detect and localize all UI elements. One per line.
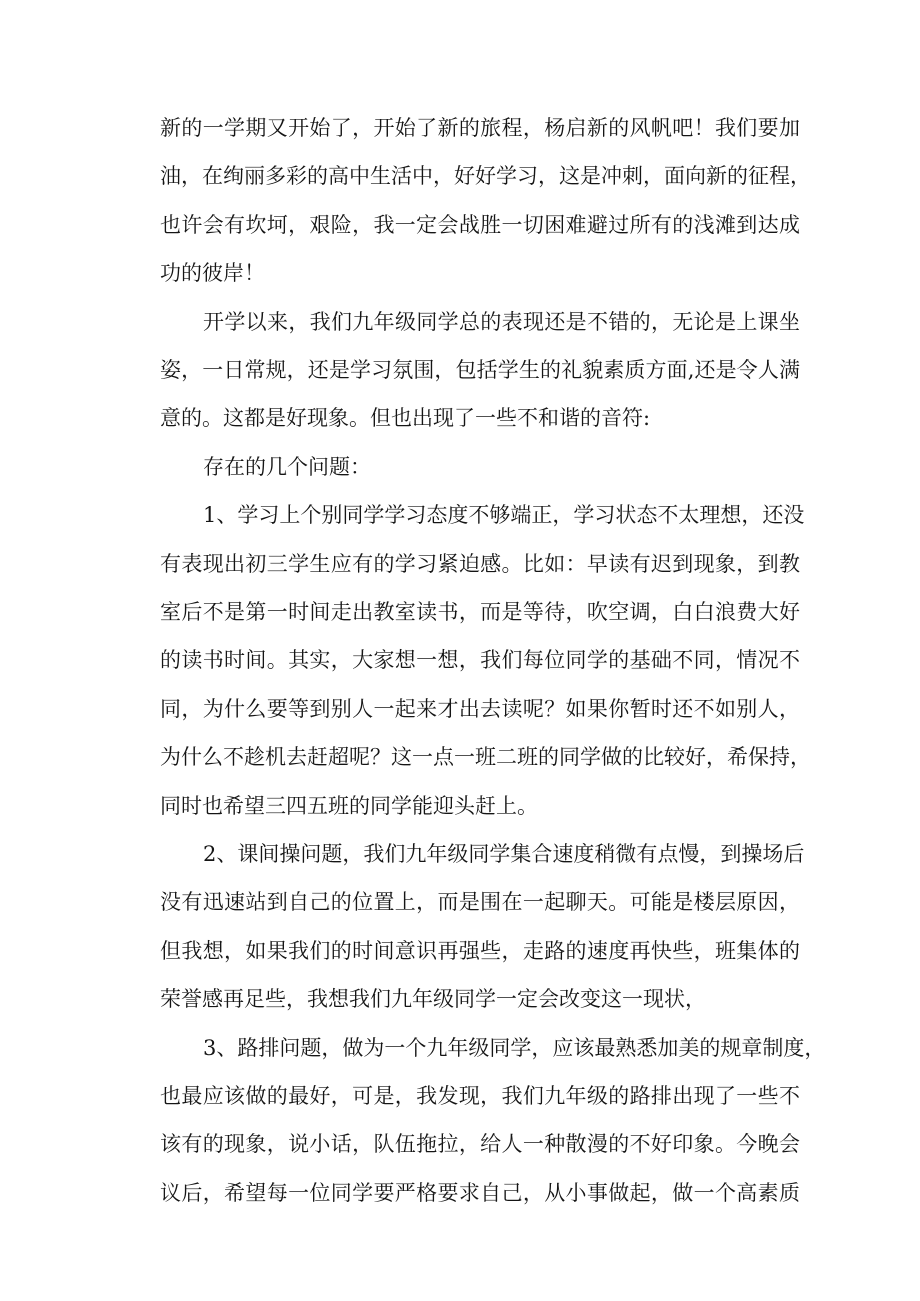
text-line: 也最应该做的最好，可是，我发现，我们九年级的路排出现了一些不 (160, 1084, 800, 1108)
text-line: 为什么不趁机去赶超呢？这一点一班二班的同学做的比较好，希保持， (160, 745, 811, 770)
text-line: 室后不是第一时间走出教室读书，而是等待，吹空调，白白浪费大好 (160, 600, 800, 624)
text-line: 功的彼岸！ (160, 261, 265, 286)
text-line: 荣誉感再足些，我想我们九年级同学一定会改变这一现状， (160, 987, 706, 1012)
text-line: 存在的几个问题： (203, 454, 371, 479)
text-line: 的读书时间。其实，大家想一想，我们每位同学的基础不同，情况不 (160, 648, 800, 673)
text-line: 1、学习上个别同学学习态度不够端正，学习状态不太理想，还没 (203, 503, 805, 528)
text-line: 新的一学期又开始了，开始了新的旅程，杨启新的风帆吧！我们要加 (160, 116, 800, 140)
text-line: 2、课间操问题，我们九年级同学集合速度稍微有点慢，到操场后 (203, 842, 805, 866)
text-line: 开学以来，我们九年级同学总的表现还是不错的，无论是上课坐 (203, 309, 800, 334)
text-line: 3、路排问题，做为一个九年级同学，应该最熟悉加美的规章制度， (203, 1035, 826, 1060)
text-line: 但我想，如果我们的时间意识再强些，走路的速度再快些，班集体的 (160, 938, 800, 963)
text-line: 意的。这都是好现象。但也出现了一些不和谐的音符: (160, 406, 651, 431)
text-line: 油，在绚丽多彩的高中生活中，好好学习，这是冲刺，面向新的征程， (160, 164, 811, 189)
text-line: 该有的现象，说小话，队伍拖拉，给人一种散漫的不好印象。今晚会 (160, 1132, 800, 1157)
text-line: 有表现出初三学生应有的学习紧迫感。比如：早读有迟到现象，到教 (160, 551, 800, 576)
text-line: 同时也希望三四五班的同学能迎头赶上。 (160, 793, 538, 818)
text-line: 没有迅速站到自己的位置上，而是围在一起聊天。可能是楼层原因， (160, 890, 800, 915)
text-line: 同，为什么要等到别人一起来才出去读呢？如果你暂时还不如别人， (160, 696, 800, 721)
text-line: 姿，一日常规，还是学习氛围，包括学生的礼貌素质方面,还是令人满 (160, 358, 800, 382)
text-line: 也许会有坎坷，艰险，我一定会战胜一切困难避过所有的浅滩到达成 (160, 212, 800, 237)
text-line: 议后，希望每一位同学要严格要求自己，从小事做起，做一个高素质 (160, 1180, 800, 1205)
